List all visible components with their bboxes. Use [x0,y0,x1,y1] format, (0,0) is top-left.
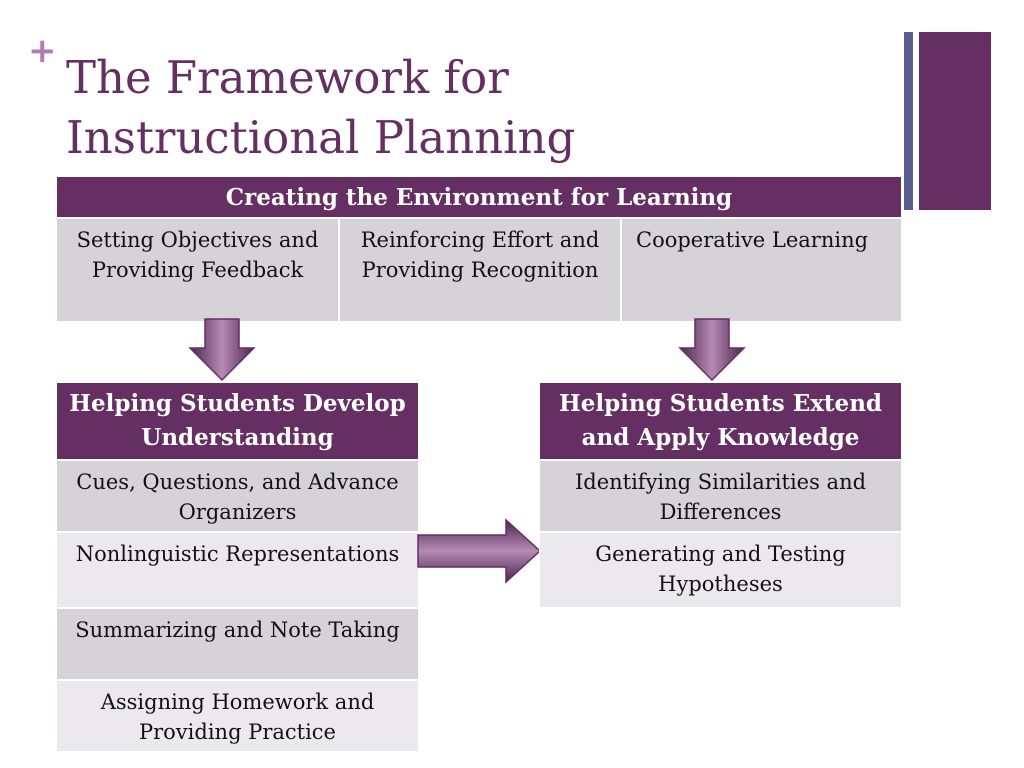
understanding-item: Nonlinguistic Representations [56,532,419,608]
understanding-header: Helping Students Develop Understanding [56,382,419,460]
environment-header: Creating the Environment for Learning [56,176,902,218]
understanding-item: Cues, Questions, and Advance Organizers [56,460,419,532]
understanding-item: Summarizing and Note Taking [56,608,419,680]
extend-header: Helping Students Extend and Apply Knowledge [539,382,902,460]
environment-item: Cooperative Learning [621,218,902,322]
decorative-block [919,32,991,210]
right-arrow-icon [416,518,542,584]
environment-item: Reinforcing Effort and Providing Recognition [339,218,621,322]
understanding-item: Assigning Homework and Providing Practice [56,680,419,752]
down-arrow-icon [188,318,256,382]
extend-item: Generating and Testing Hypotheses [539,532,902,608]
decorative-thin-bar [904,32,913,210]
slide-title: The Framework for Instructional Planning [66,51,576,164]
environment-item: Setting Objectives and Providing Feedback [56,218,339,322]
extend-item: Identifying Similarities and Differences [539,460,902,532]
down-arrow-icon [678,318,746,382]
plus-icon: + [28,31,57,71]
